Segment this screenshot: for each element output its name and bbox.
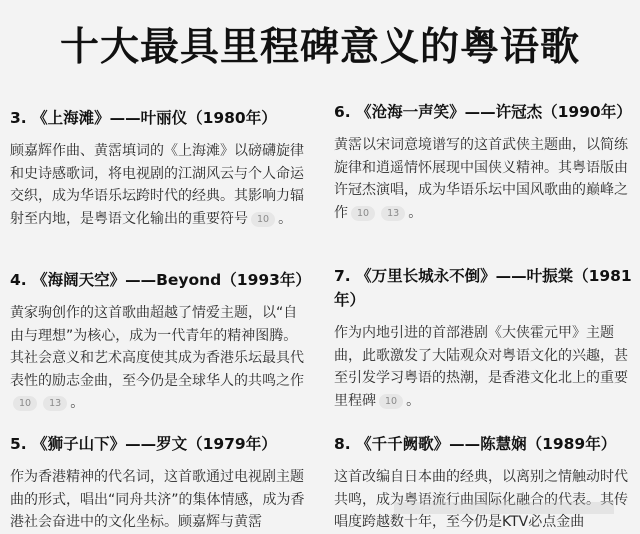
entry-body <box>334 466 634 534</box>
song-entry-5 <box>10 432 310 534</box>
entry-text: 作为香港精神的代名词，这首歌通过电视剧主题曲的形式，唱出“同舟共济”的集体情感，成为香港社会奋进中的文化坐标。顾嘉辉与黄霑 <box>10 469 305 530</box>
song-entry-4 <box>10 268 310 415</box>
song-entry-8 <box>334 432 634 534</box>
song-entry-6 <box>334 100 634 224</box>
entry-text: 这首改编自日本曲的经典，以离别之情触动时代共鸣，成为粤语流行曲国际化融合的代表。其传唱度跨越数十年，至今仍是KTV必点金曲 <box>334 469 628 530</box>
entry-heading: 7. 《万里长城永不倒》——叶振棠（1981年） <box>334 267 632 309</box>
entry-text: 作为内地引进的首部港剧《大侠霍元甲》主题曲，此歌激发了大陆观众对粤语文化的兴趣，甚至引发学习粤语的热潮，是香港文化北上的重要里程碑 <box>334 325 628 409</box>
song-entry-7 <box>334 264 634 412</box>
entry-body <box>10 466 310 534</box>
entry-text: 黄家驹创作的这首歌曲超越了情爱主题，以“自由与理想”为核心，成为一代青年的精神图腾。其社会意义和艺术高度使其成为香港乐坛最具代表性的励志金曲，至今仍是全球华人的共鸣之作 <box>10 305 304 389</box>
page-title: 十大最具里程碑意义的粤语歌 <box>59 25 580 70</box>
entry-heading: 6. 《沧海一声笑》——许冠杰（1990年） <box>334 103 632 121</box>
entry-tail: 。 <box>408 204 423 221</box>
entry-text: 顾嘉辉作曲、黄霑填词的《上海滩》以磅礴旋律和史诗感歌词，将电视剧的江湖风云与个人命运交织，成为华语乐坛跨时代的经典。其影响力辐射至内地，是粤语文化输出的重要符号 <box>10 143 304 227</box>
entry-body <box>334 322 634 412</box>
citation-badge[interactable]: 13 <box>381 206 405 221</box>
citation-badge[interactable]: 13 <box>43 396 67 411</box>
entry-tail: 。 <box>70 395 85 411</box>
citation-badge[interactable]: 10 <box>251 212 275 227</box>
entry-heading: 4. 《海阔天空》——Beyond（1993年） <box>10 271 311 289</box>
citation-badge[interactable]: 10 <box>379 394 403 409</box>
watermark-overlay <box>394 502 614 514</box>
entry-heading: 5. 《狮子山下》——罗文（1979年） <box>10 435 277 453</box>
entry-heading: 8. 《千千阙歌》——陈慧娴（1989年） <box>334 435 617 453</box>
entry-body <box>10 302 310 415</box>
entry-tail: 。 <box>278 210 293 227</box>
citation-badge[interactable]: 10 <box>13 396 37 411</box>
song-entry-3 <box>10 106 310 230</box>
entry-body <box>334 134 634 224</box>
citation-badge[interactable]: 10 <box>351 206 375 221</box>
entry-body <box>10 140 310 230</box>
entry-text: 黄霑以宋词意境谱写的这首武侠主题曲，以简练旋律和逍遥情怀展现中国侠义精神。其粤语版由许冠杰演唱，成为华语乐坛中国风歌曲的巅峰之作 <box>334 137 628 221</box>
entry-tail: 。 <box>406 392 421 409</box>
entry-heading: 3. 《上海滩》——叶丽仪（1980年） <box>10 109 277 127</box>
